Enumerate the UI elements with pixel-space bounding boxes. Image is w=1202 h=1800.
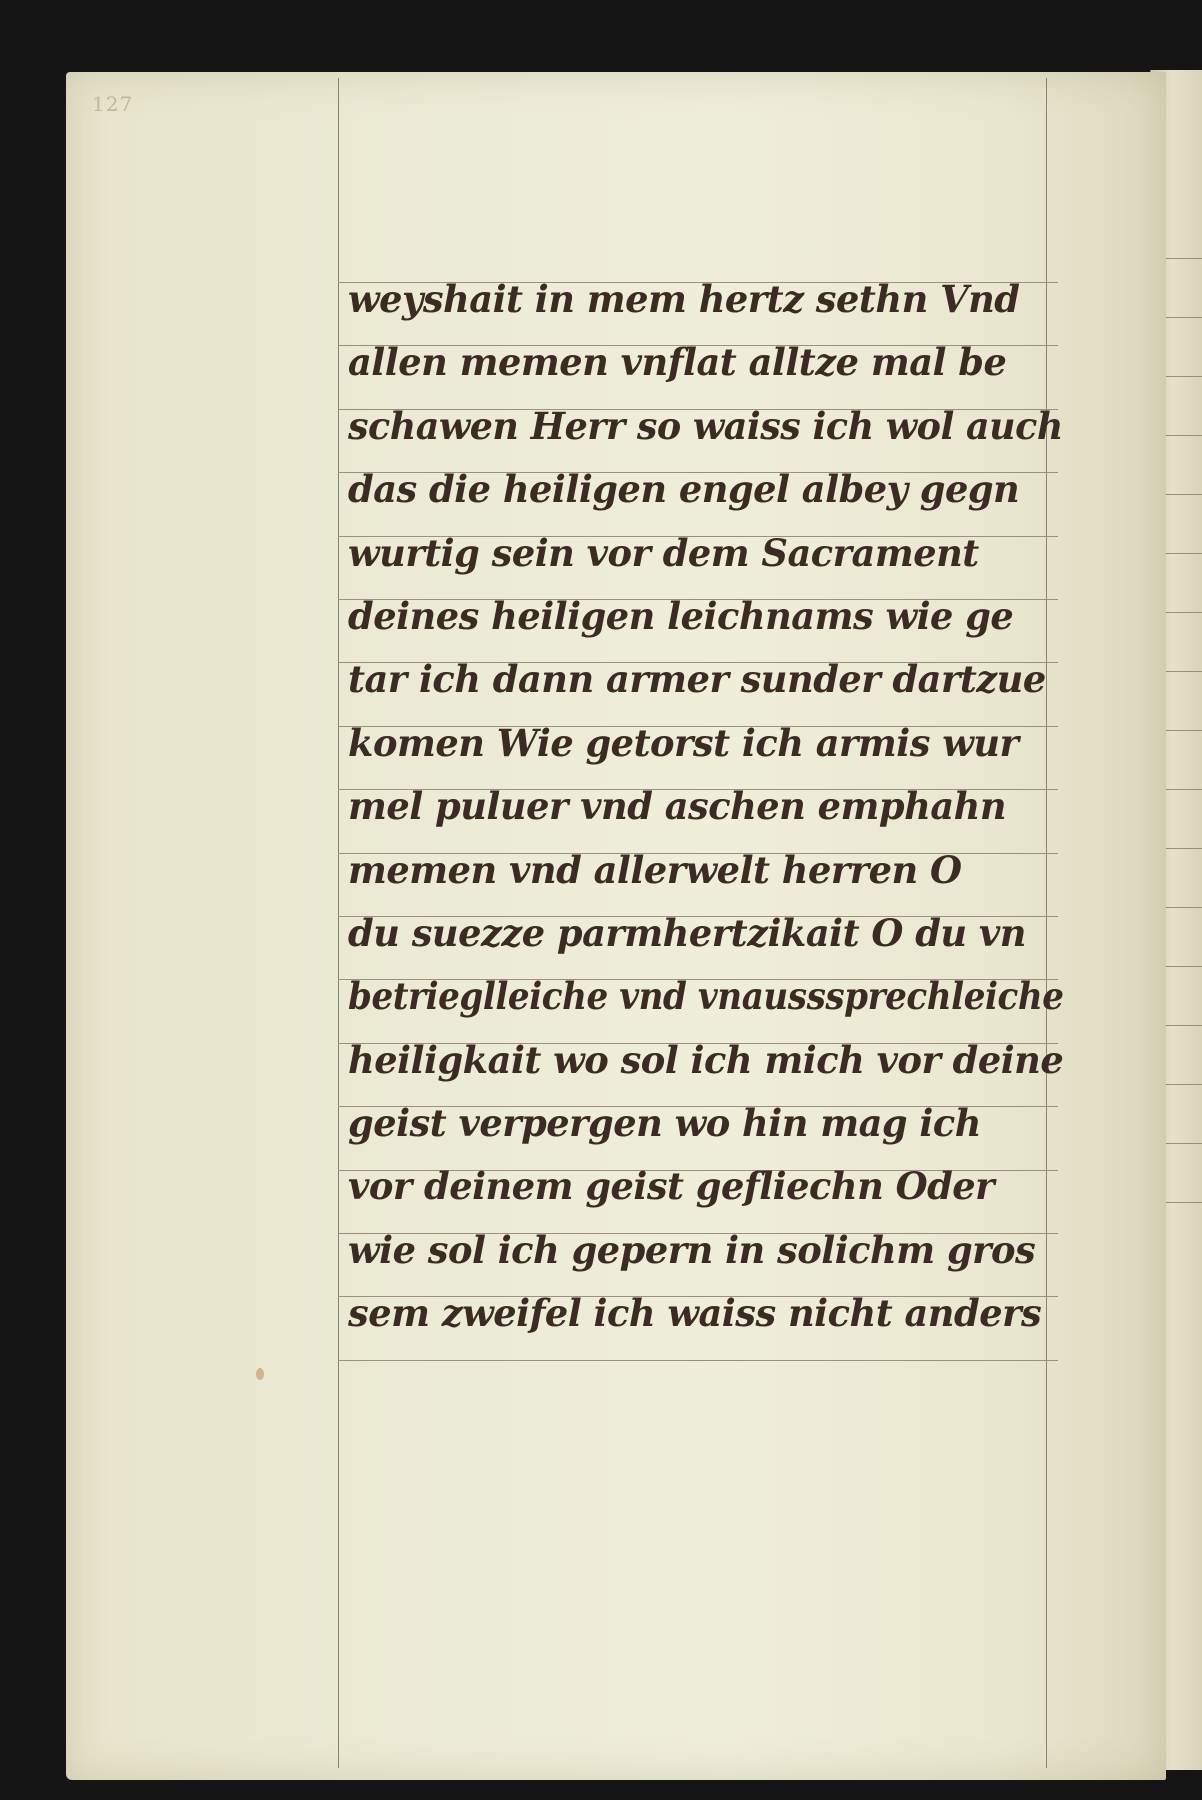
text-line: sem zweifel ich waiss nicht anders bbox=[348, 1291, 1042, 1336]
text-line: betrieglleiche vnd vnausssprechleiche bbox=[348, 974, 1064, 1019]
adjacent-page-ruling bbox=[1162, 200, 1202, 1400]
folio-number: 127 bbox=[92, 92, 134, 116]
text-line: wurtig sein vor dem Sacrament bbox=[348, 530, 979, 575]
manuscript-text bbox=[348, 268, 1068, 1346]
text-line: deines heiligen leichnams wie ge bbox=[348, 593, 1014, 638]
text-line: du suezze parmhertzikait O du vn bbox=[348, 910, 1026, 955]
text-line: wie sol ich gepern in solichm gros bbox=[348, 1227, 1036, 1272]
text-line: schawen Herr so waiss ich wol auch bbox=[348, 403, 1063, 448]
text-line: memen vnd allerwelt herren O bbox=[348, 847, 962, 892]
text-line: weyshait in mem hertz sethn Vnd bbox=[348, 277, 1020, 321]
text-line: komen Wie getorst ich armis wur bbox=[348, 720, 1019, 765]
ink-stain bbox=[256, 1368, 264, 1380]
text-line: vor deinem geist gefliechn Oder bbox=[348, 1164, 995, 1209]
ruling-line bbox=[338, 1360, 1058, 1361]
text-line: das die heiligen engel albey gegn bbox=[348, 467, 1020, 512]
text-line: allen memen vnflat alltze mal be bbox=[348, 340, 1007, 385]
text-line: heiligkait wo sol ich mich vor deine bbox=[348, 1037, 1064, 1082]
text-line: tar ich dann armer sunder dartzue bbox=[348, 657, 1046, 702]
text-line: mel puluer vnd aschen emphahn bbox=[348, 784, 1007, 829]
text-line: geist verpergen wo hin mag ich bbox=[348, 1101, 981, 1146]
